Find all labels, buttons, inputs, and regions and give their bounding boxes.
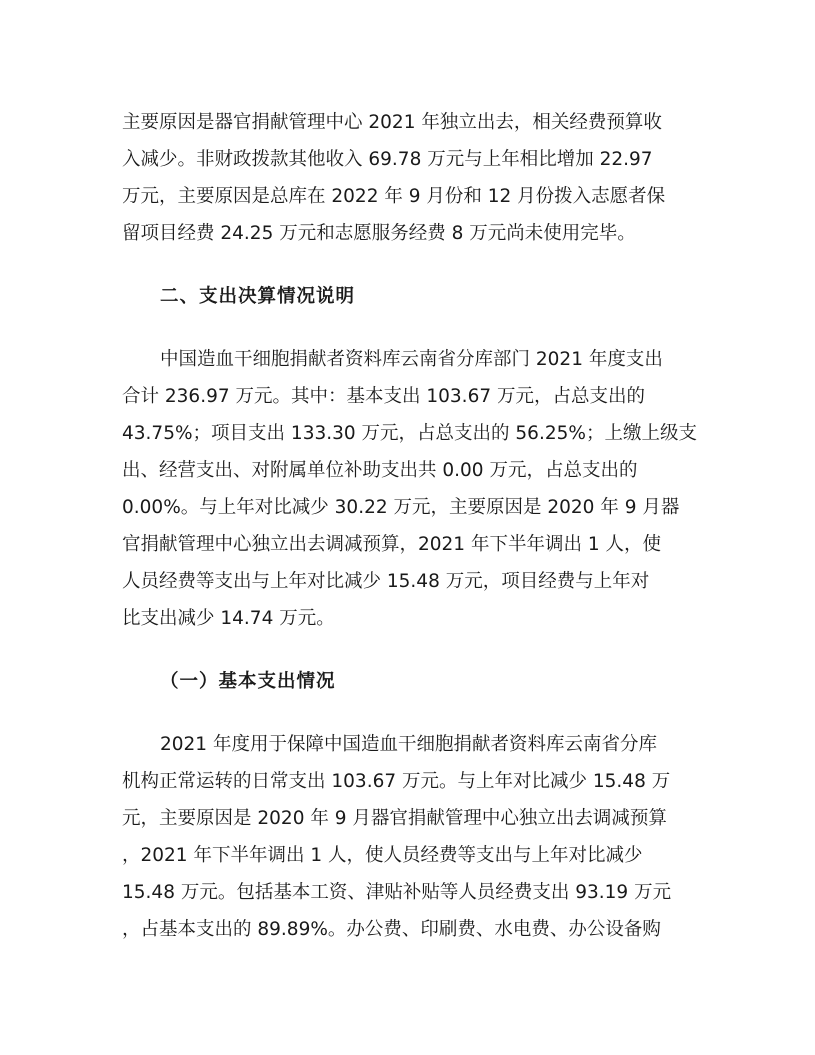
text-line: 合计 236.97 万元。其中：基本支出 103.67 万元，占总支出的 [122, 386, 645, 407]
text-line: 留项目经费 24.25 万元和志愿服务经费 8 万元尚未使用完毕。 [122, 223, 636, 244]
subsection-heading-basic-expenditure: （一）基本支出情况 [160, 671, 336, 692]
text-line: 入减少。非财政拨款其他收入 69.78 万元与上年相比增加 22.97 [122, 149, 653, 170]
text-line: 万元，主要原因是总库在 2022 年 9 月份和 12 月份拨入志愿者保 [122, 186, 666, 207]
text-line: 2021 年度用于保障中国造血干细胞捐献者资料库云南省分库 [160, 734, 657, 755]
text-line: 43.75%；项目支出 133.30 万元，占总支出的 56.25%；上缴上级支 [122, 423, 697, 444]
text-line: 出、经营支出、对附属单位补助支出共 0.00 万元，占总支出的 [122, 460, 638, 481]
text-line: ，占基本支出的 89.89%。办公费、印刷费、水电费、办公设备购 [122, 919, 661, 940]
text-line: ，2021 年下半年调出 1 人，使人员经费等支出与上年对比减少 [122, 845, 643, 866]
text-line: 机构正常运转的日常支出 103.67 万元。与上年对比减少 15.48 万 [122, 771, 671, 792]
text-line: 主要原因是器官捐献管理中心 2021 年独立出去，相关经费预算收 [122, 112, 662, 133]
text-line: 官捐献管理中心独立出去调减预算，2021 年下半年调出 1 人，使 [122, 534, 661, 555]
paragraph-expenditure-summary [122, 341, 697, 637]
text-line: 0.00%。与上年对比减少 30.22 万元，主要原因是 2020 年 9 月器 [122, 497, 680, 518]
text-line: 15.48 万元。包括基本工资、津贴补贴等人员经费支出 93.19 万元 [122, 882, 672, 903]
text-line: 比支出减少 14.74 万元。 [122, 608, 335, 629]
paragraph-basic-expenditure [122, 726, 697, 948]
text-line: 人员经费等支出与上年对比减少 15.48 万元，项目经费与上年对 [122, 571, 650, 592]
document-page [122, 104, 697, 948]
text-line: 元，主要原因是 2020 年 9 月器官捐献管理中心独立出去调减预算 [122, 808, 667, 829]
text-line: 中国造血干细胞捐献者资料库云南省分库部门 2021 年度支出 [160, 349, 663, 370]
paragraph-income-summary [122, 104, 697, 252]
section-heading-expenditure: 二、支出决算情况说明 [160, 286, 356, 307]
